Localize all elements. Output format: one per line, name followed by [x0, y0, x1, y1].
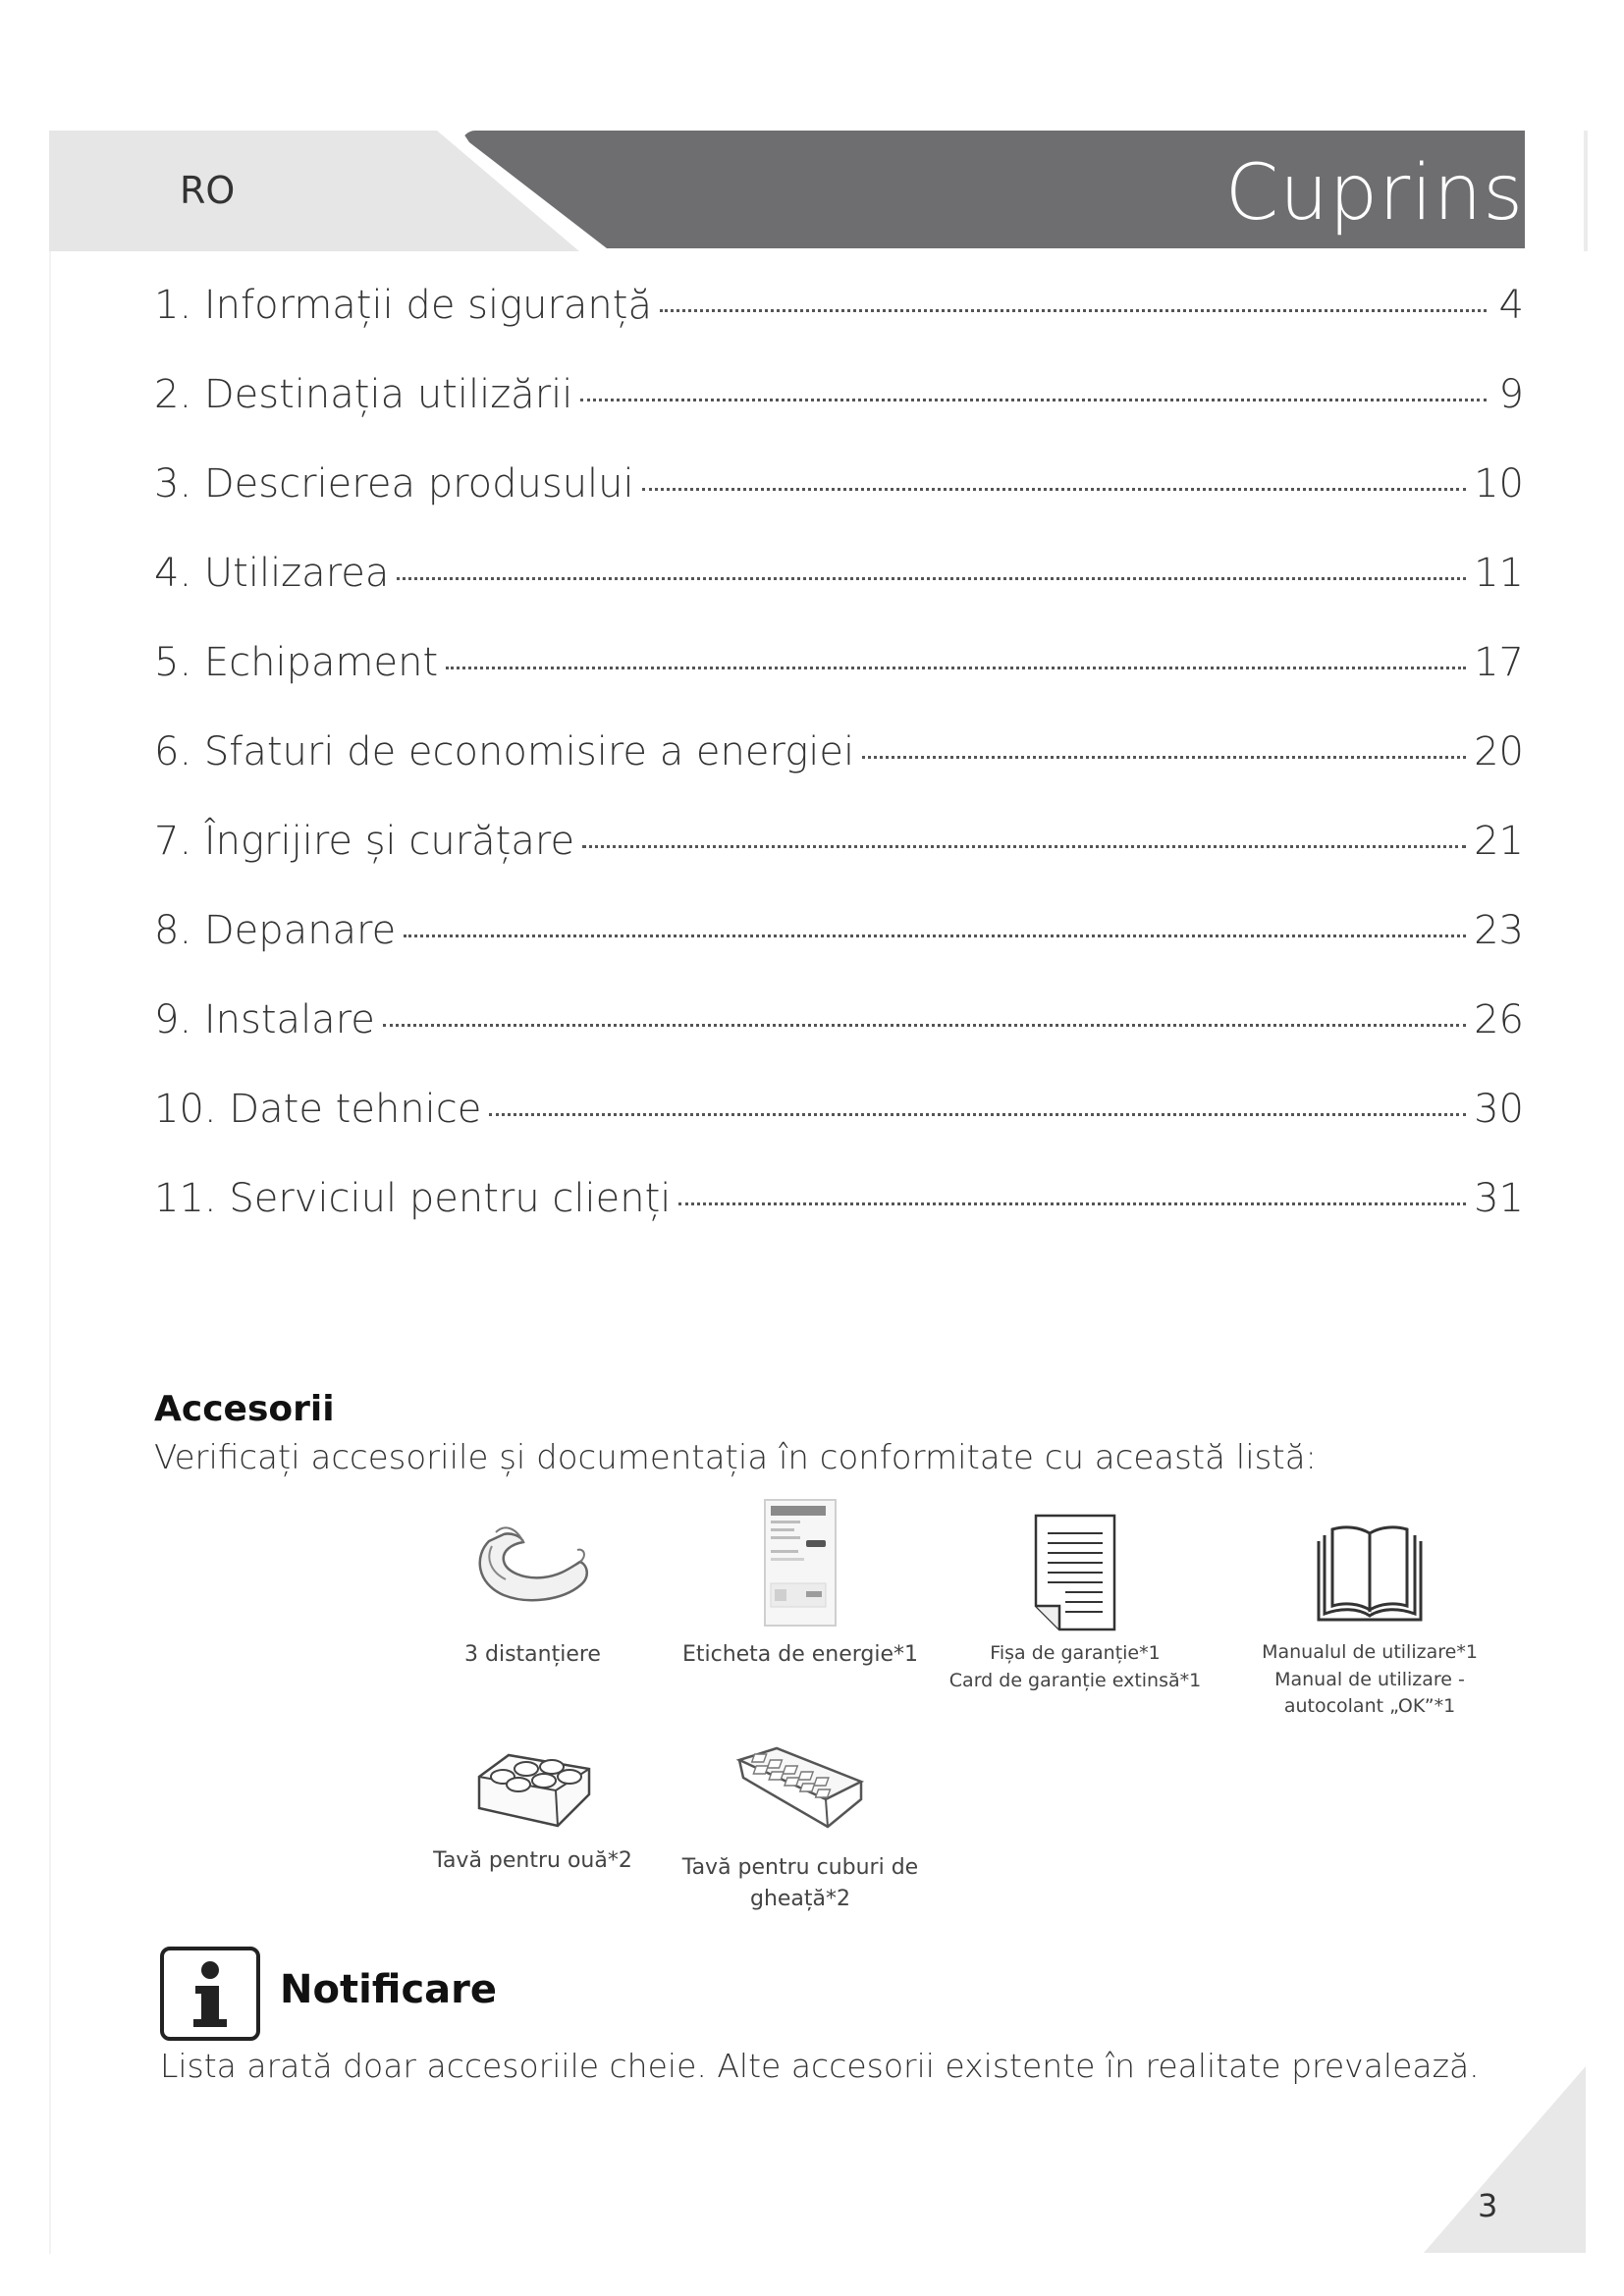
- manual-book-icon: [1311, 1522, 1429, 1629]
- accessories-description: Verificați accesoriile și documentația în conformitate cu această listă:: [154, 1438, 1317, 1477]
- toc-entry[interactable]: [154, 461, 1524, 551]
- corner-decoration: [1424, 2066, 1586, 2253]
- accessory-user-manual: [1237, 1522, 1502, 1721]
- toc-leader-dots: [582, 845, 1466, 848]
- toc-entry[interactable]: [154, 640, 1524, 729]
- toc-entry-page: 4: [1498, 283, 1524, 328]
- toc-entry-page: 10: [1474, 461, 1524, 507]
- accessory-label: Fișa de garanție*1: [990, 1642, 1161, 1664]
- toc-entry[interactable]: [154, 372, 1524, 461]
- accessory-label: Manualul de utilizare*1: [1262, 1641, 1478, 1663]
- toc-leader-dots: [580, 399, 1487, 401]
- toc-entry-title: 3. Descrierea produsului: [154, 461, 634, 507]
- toc-entry[interactable]: [154, 1087, 1524, 1176]
- accessory-label: Card de garanție extinsă*1: [948, 1669, 1202, 1691]
- accessory-label: Eticheta de energie*1: [681, 1642, 919, 1667]
- warranty-card-icon: [1026, 1512, 1124, 1634]
- toc-leader-dots: [862, 756, 1466, 759]
- spacer-icon: [464, 1507, 602, 1620]
- toc-entry-title: 8. Depanare: [154, 908, 397, 953]
- toc-entry[interactable]: [154, 819, 1524, 908]
- accessories-heading: Accesorii: [154, 1389, 335, 1429]
- toc-entry-page: 30: [1474, 1087, 1524, 1132]
- toc-entry-title: 6. Sfaturi de economisire a energiei: [154, 729, 855, 774]
- toc-entry[interactable]: [154, 1176, 1524, 1265]
- toc-entry-title: 10. Date tehnice: [154, 1087, 482, 1132]
- toc-entry-page: 11: [1474, 551, 1524, 596]
- notice-heading: Notificare: [280, 1967, 497, 2012]
- header-edge-stripe: [1584, 131, 1588, 251]
- toc-entry-title: 2. Destinația utilizării: [154, 372, 573, 417]
- ice-tray-icon: [731, 1742, 869, 1841]
- toc-entry-title: 5. Echipament: [154, 640, 439, 685]
- toc-entry-title: 11. Serviciul pentru clienți: [154, 1176, 672, 1221]
- toc-entry-page: 20: [1474, 729, 1524, 774]
- accessory-label: autocolant „OK”*1: [1283, 1695, 1456, 1718]
- toc-leader-dots: [446, 667, 1466, 669]
- toc-entry-page: 23: [1474, 908, 1524, 953]
- page-number: 3: [1478, 2187, 1498, 2224]
- toc-leader-dots: [383, 1024, 1466, 1027]
- toc-entry[interactable]: [154, 283, 1524, 372]
- toc-entry[interactable]: [154, 551, 1524, 640]
- toc-entry-page: 21: [1474, 819, 1524, 864]
- toc-entry[interactable]: [154, 729, 1524, 819]
- accessory-energy-label: [677, 1497, 923, 1671]
- toc-entry-page: 26: [1474, 997, 1524, 1042]
- toc-leader-dots: [404, 934, 1466, 937]
- accessory-label: gheață*2: [749, 1886, 851, 1911]
- accessory-ice-tray: [673, 1742, 928, 1915]
- language-code: RO: [180, 169, 236, 212]
- accessory-label: 3 distanțiere: [464, 1642, 601, 1667]
- toc-entry-page: 9: [1498, 372, 1524, 417]
- accessory-label: Tavă pentru cuburi de: [681, 1855, 919, 1880]
- toc-entry-title: 9. Instalare: [154, 997, 375, 1042]
- toc-entry[interactable]: [154, 997, 1524, 1087]
- page-left-edge: [49, 251, 51, 2254]
- toc-leader-dots: [660, 309, 1487, 312]
- toc-leader-dots: [678, 1202, 1466, 1205]
- toc-entry-title: 7. Îngrijire și curățare: [154, 819, 575, 864]
- toc-entry-title: 4. Utilizarea: [154, 551, 390, 596]
- accessory-spacers: [442, 1507, 623, 1671]
- table-of-contents: [154, 283, 1524, 1265]
- toc-entry-page: 17: [1474, 640, 1524, 685]
- toc-entry[interactable]: [154, 908, 1524, 997]
- accessory-label: Tavă pentru ouă*2: [433, 1848, 632, 1873]
- egg-tray-icon: [469, 1747, 597, 1836]
- energy-label-icon: [761, 1497, 839, 1629]
- toc-entry-page: 31: [1474, 1176, 1524, 1221]
- toc-leader-dots: [642, 488, 1466, 491]
- toc-leader-dots: [489, 1113, 1466, 1116]
- page-title: Cuprins: [1224, 149, 1524, 238]
- notice-text: Lista arată doar accesoriile cheie. Alte accesorii existente în realitate prevalează.: [160, 2047, 1480, 2085]
- toc-leader-dots: [397, 577, 1466, 580]
- accessory-egg-tray: [417, 1747, 648, 1877]
- toc-entry-title: 1. Informații de siguranță: [154, 283, 652, 328]
- accessory-warranty-card: [943, 1512, 1208, 1694]
- info-icon: [160, 1947, 260, 2041]
- accessory-label: Manual de utilizare -: [1274, 1668, 1465, 1690]
